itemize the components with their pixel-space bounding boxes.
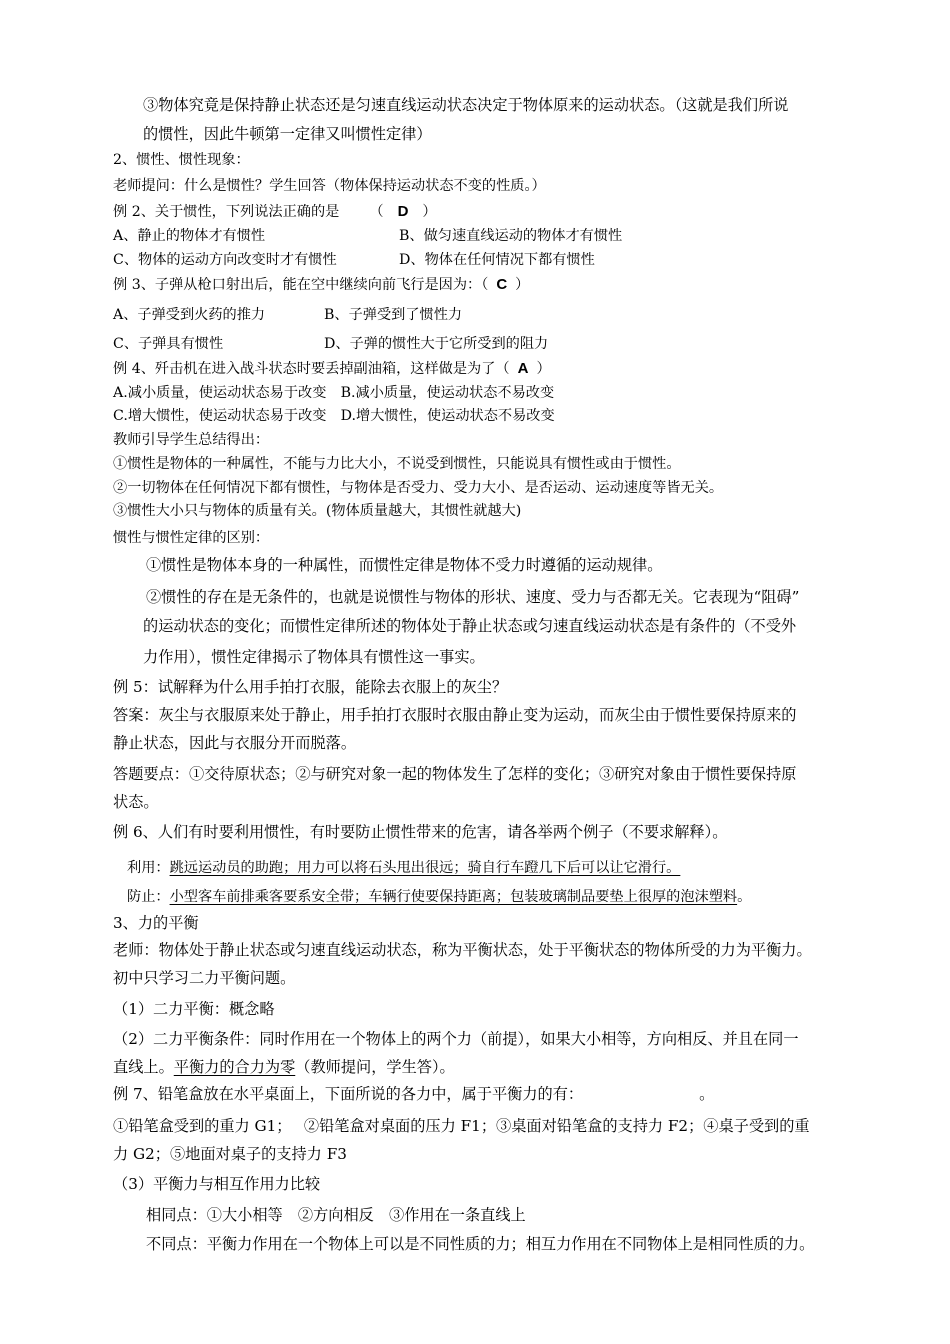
text-line: 老师：物体处于静止状态或匀速直线运动状态，称为平衡状态，处于平衡状态的物体所受的力为平衡力。 bbox=[113, 941, 812, 959]
text-line: 教师引导学生总结得出： bbox=[113, 432, 270, 448]
text-line: 力作用），惯性定律揭示了物体具有惯性这一事实。 bbox=[143, 648, 485, 666]
text-line: 的惯性，因此牛顿第一定律又叫惯性定律） bbox=[143, 125, 432, 143]
example-2-question: 例 2、关于惯性，下列说法正确的是 （ D ） bbox=[113, 203, 437, 220]
text-line: 答案：灰尘与衣服原来处于静止，用手拍打衣服时衣服由静止变为运动，而灰尘由于惯性要保持原来的 bbox=[113, 706, 797, 724]
text-line: ②一切物体在任何情况下都有惯性，与物体是否受力、受力大小、是否运动、运动速度等皆无关。 bbox=[113, 480, 724, 496]
text-line: 状态。 bbox=[113, 793, 159, 811]
text-line: 直线上。平衡力的合力为零（教师提问，学生答）。 bbox=[113, 1058, 455, 1076]
text-line: 相同点：①大小相等 ②方向相反 ③作用在一条直线上 bbox=[146, 1206, 526, 1224]
text-line: 惯性与惯性定律的区别： bbox=[113, 530, 270, 546]
text-line: 例 6、人们有时要利用惯性，有时要防止惯性带来的危害，请各举两个例子（不要求解释）。 bbox=[113, 823, 728, 841]
text-line: 静止状态，因此与衣服分开而脱落。 bbox=[113, 734, 356, 752]
text-line: 不同点：平衡力作用在一个物体上可以是不同性质的力；相互力作用在不同物体上是相同性质的力。 bbox=[146, 1235, 815, 1253]
underlined-answer: 跳远运动员的助跑；用力可以将石头甩出很远；骑自行车蹬几下后可以让它滑行。 bbox=[169, 860, 681, 876]
underlined-phrase: 平衡力的合力为零 bbox=[173, 1058, 296, 1076]
option-d: D、子弹的惯性大于它所受到的阻力 bbox=[324, 336, 549, 352]
answer-letter: D bbox=[397, 203, 409, 220]
answer-letter: C bbox=[496, 276, 508, 293]
text-line: ③惯性大小只与物体的质量有关。(物体质量越大，其惯性就越大) bbox=[113, 503, 522, 519]
text-line: 的运动状态的变化；而惯性定律所述的物体处于静止状态或匀速直线运动状态是有条件的（不受外 bbox=[143, 617, 797, 635]
text-line: （1）二力平衡：概念略 bbox=[113, 1000, 275, 1018]
text-line: ①惯性是物体的一种属性，不能与力比大小，不说受到惯性，只能说具有惯性或由于惯性。 bbox=[113, 456, 681, 472]
option-c: C、物体的运动方向改变时才有惯性 bbox=[113, 252, 337, 268]
text-line: 力 G2；⑤地面对桌子的支持力 F3 bbox=[113, 1145, 347, 1163]
text-line: 老师提问：什么是惯性？学生回答（物体保持运动状态不变的性质。） bbox=[113, 178, 546, 194]
answer-letter: A bbox=[517, 360, 529, 377]
option-a: A、静止的物体才有惯性 bbox=[113, 228, 266, 244]
option-c: C、子弹具有惯性 bbox=[113, 336, 224, 352]
text-line: （3）平衡力与相互作用力比较 bbox=[113, 1175, 321, 1193]
question-stem: 例 3、子弹从枪口射出后，能在空中继续向前飞行是因为：（ bbox=[113, 277, 489, 293]
option-d: D、物体在任何情况下都有惯性 bbox=[399, 252, 595, 268]
text-line: （2）二力平衡条件：同时作用在一个物体上的两个力（前提），如果大小相等，方向相反、并且在同一 bbox=[113, 1030, 799, 1048]
options-line: A.减小质量，使运动状态易于改变 B.减小质量，使运动状态不易改变 bbox=[113, 385, 555, 401]
text-line: ②惯性的存在是无条件的，也就是说惯性与物体的形状、速度、受力与否都无关。它表现为“阻碍” bbox=[146, 588, 800, 606]
options-line: C.增大惯性，使运动状态易于改变 D.增大惯性，使运动状态不易改变 bbox=[113, 408, 555, 424]
text-line: ①惯性是物体本身的一种属性，而惯性定律是物体不受力时遵循的运动规律。 bbox=[146, 556, 663, 574]
option-b: B、做匀速直线运动的物体才有惯性 bbox=[399, 228, 623, 244]
section-heading: 3、力的平衡 bbox=[113, 914, 199, 932]
text-line: 例 5：试解释为什么用手拍打衣服，能除去衣服上的灰尘？ bbox=[113, 678, 508, 696]
text-line: ①铅笔盒受到的重力 G1； ②铅笔盒对桌面的压力 F1；③桌面对铅笔盒的支持力 F2；④桌子受到的重 bbox=[113, 1117, 810, 1135]
question-stem: 例 2、关于惯性，下列说法正确的是 bbox=[113, 204, 340, 220]
question-stem: 例 4、歼击机在进入战斗状态时要丢掉副油箱，这样做是为了（ bbox=[113, 361, 510, 377]
text-line: 初中只学习二力平衡问题。 bbox=[113, 969, 296, 987]
prevent-inertia-line: 防止：小型客车前排乘客要系安全带；车辆行使要保持距离；包装玻璃制品要垫上很厚的泡沫塑料。 bbox=[127, 889, 752, 905]
option-a: A、子弹受到火药的推力 bbox=[113, 307, 266, 323]
underlined-answer: 小型客车前排乘客要系安全带；车辆行使要保持距离；包装玻璃制品要垫上很厚的泡沫塑料 bbox=[169, 889, 738, 905]
example-4-question: 例 4、歼击机在进入战斗状态时要丢掉副油箱，这样做是为了（ A ） bbox=[113, 360, 551, 377]
section-heading: 2、惯性、惯性现象： bbox=[113, 152, 250, 168]
example-3-question: 例 3、子弹从枪口射出后，能在空中继续向前飞行是因为：（ C ） bbox=[113, 276, 530, 293]
text-line: ③物体究竟是保持静止状态还是匀速直线运动状态决定于物体原来的运动状态。（这就是我们所说 bbox=[143, 96, 789, 114]
example-7-question: 例 7、铅笔盒放在水平桌面上，下面所说的各力中，属于平衡力的有： 。 bbox=[113, 1085, 715, 1103]
use-inertia-line: 利用：跳远运动员的助跑；用力可以将石头甩出很远；骑自行车蹬几下后可以让它滑行。 bbox=[127, 860, 681, 876]
text-line: 答题要点：①交待原状态；②与研究对象一起的物体发生了怎样的变化；③研究对象由于惯性要保持原 bbox=[113, 765, 797, 783]
option-b: B、子弹受到了惯性力 bbox=[324, 307, 463, 323]
